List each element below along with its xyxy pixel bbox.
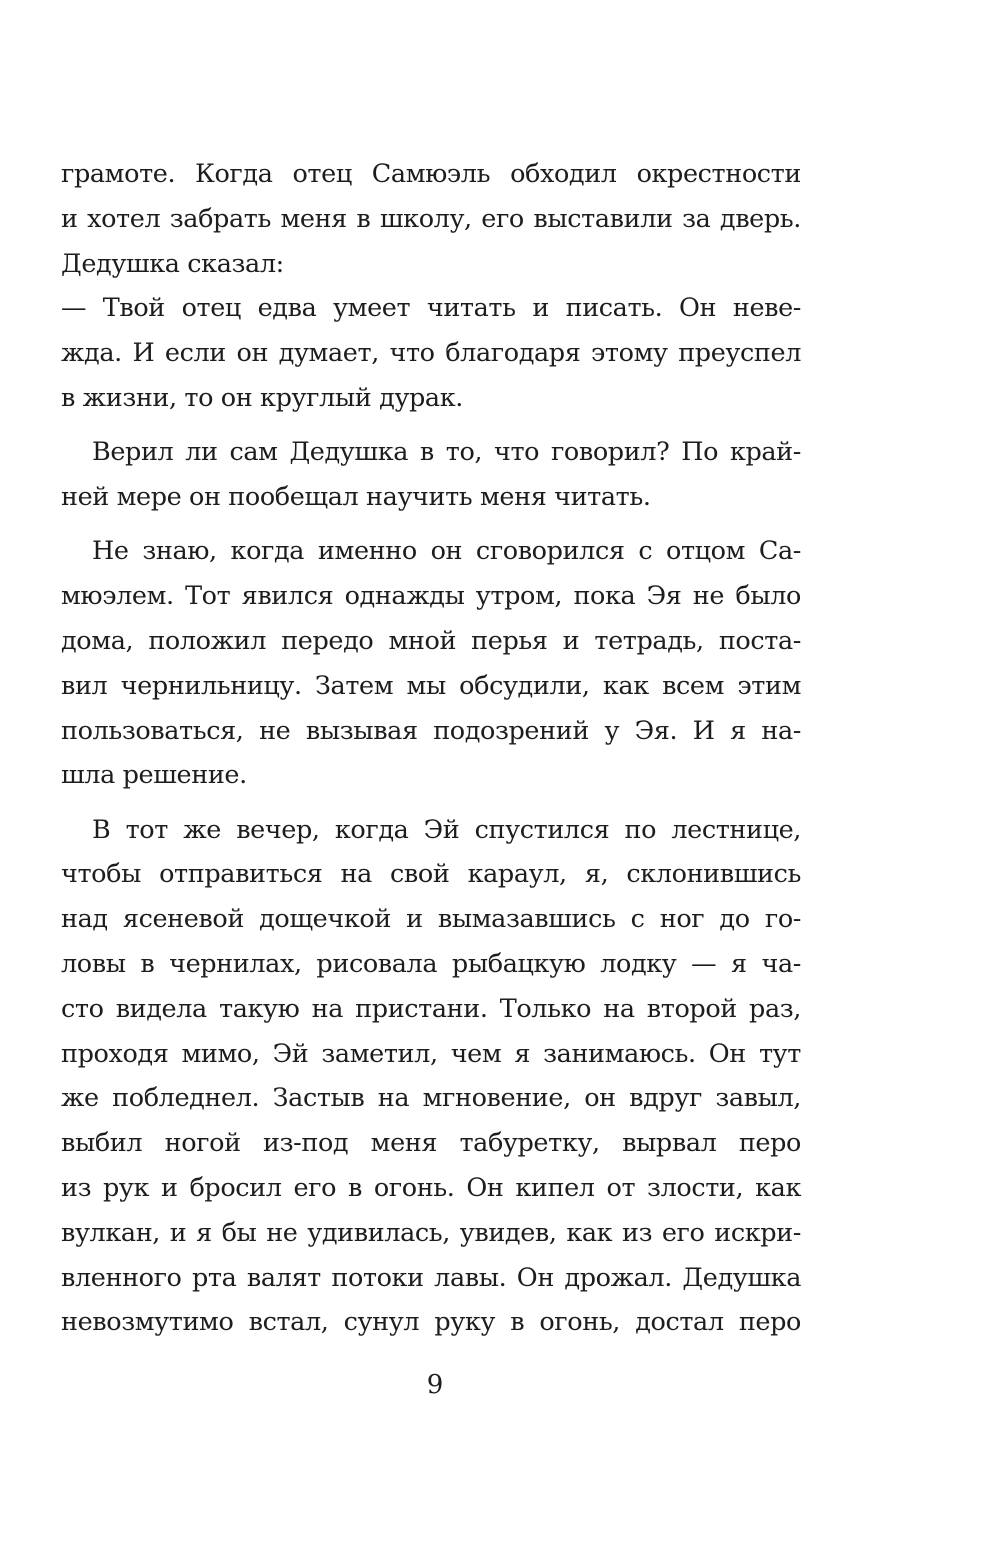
paragraph-spacing [61, 520, 801, 530]
text-line: из рук и бросил его в огонь. Он кипел от злости, как [61, 1173, 801, 1204]
text-line: шла решение. [61, 760, 247, 791]
text-line: мюэлем. Тот явился однажды утром, пока Эя не было [61, 581, 801, 612]
paragraph [61, 152, 801, 286]
text-line: проходя мимо, Эй заметил, чем я занимаюсь. Он тут [61, 1038, 801, 1069]
text-line: Дедушка сказал: [61, 248, 284, 279]
text-line: ней мере он пообещал научить меня читать. [61, 482, 651, 513]
text-line: чтобы отправиться на свой караул, я, склонившись [61, 859, 801, 890]
text-line: вленного рта валят потоки лавы. Он дрожал. Дедушка [61, 1262, 801, 1293]
paragraph-spacing [61, 421, 801, 431]
text-line: вулкан, и я бы не удивилась, увидев, как из его искри- [61, 1217, 801, 1248]
text-line: дома, положил передо мной перья и тетрадь, поста- [61, 625, 801, 656]
paragraph [61, 430, 801, 520]
paragraph [61, 529, 801, 798]
text-line: Верил ли сам Дедушка в то, что говорил? По край- [92, 437, 801, 468]
text-line: невозмутимо встал, сунул руку в огонь, достал перо [61, 1307, 801, 1338]
body-text [61, 152, 801, 1345]
text-line: же побледнел. Застыв на мгновение, он вдруг завыл, [61, 1083, 801, 1114]
text-line: вил чернильницу. Затем мы обсудили, как всем этим [61, 670, 801, 701]
text-line: В тот же вечер, когда Эй спустился по лестнице, [92, 814, 801, 845]
text-line: и хотел забрать меня в школу, его выставили за дверь. [61, 203, 801, 234]
paragraph [61, 286, 801, 420]
text-line: — Твой отец едва умеет читать и писать. Он неве- [61, 293, 801, 324]
text-line: над ясеневой дощечкой и вымазавшись с ног до го- [61, 904, 801, 935]
text-line: пользоваться, не вызывая подозрений у Эя. И я на- [61, 715, 801, 746]
page-number: 9 [426, 1370, 444, 1400]
text-line: в жизни, то он круглый дурак. [61, 382, 463, 413]
text-line: грамоте. Когда отец Самюэль обходил окрестности [61, 159, 801, 189]
paragraph [61, 808, 801, 1346]
paragraph-spacing [61, 798, 801, 808]
text-line: сто видела такую на пристани. Только на второй раз, [61, 993, 801, 1024]
text-line: Не знаю, когда именно он сговорился с отцом Са- [92, 536, 801, 567]
text-line: выбил ногой из-под меня табуретку, вырвал перо [61, 1128, 801, 1159]
text-line: жда. И если он думает, что благодаря этому преуспел [61, 338, 801, 369]
text-line: ловы в чернилах, рисовала рыбацкую лодку — я ча- [61, 949, 801, 980]
